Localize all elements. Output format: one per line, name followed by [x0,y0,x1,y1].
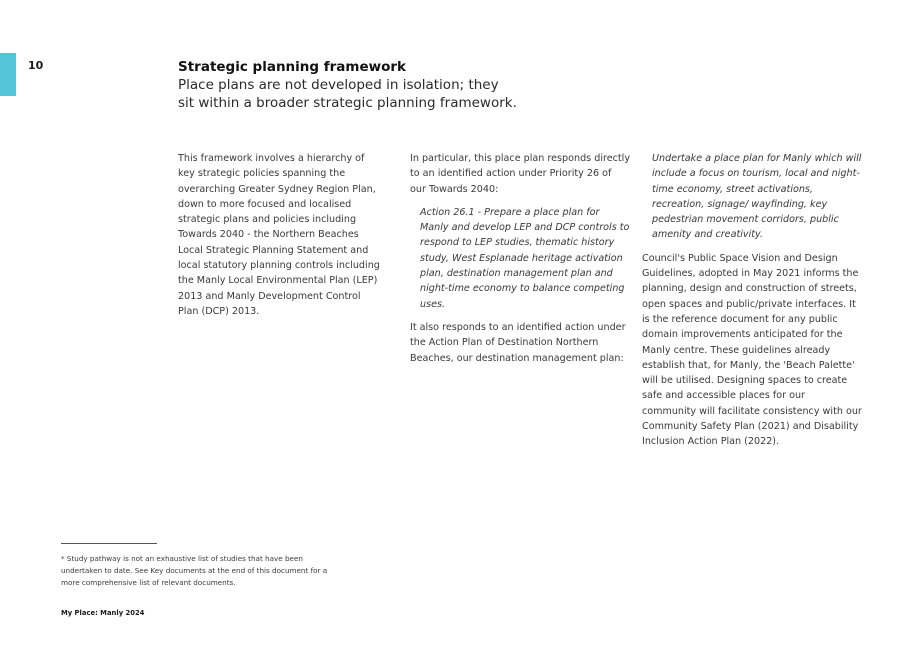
column-2 [410,151,630,374]
page-number: 10 [28,59,44,72]
framework-paragraph: This framework involves a hierarchy of key strategic policies spanning the overarching Greater Sydney Region Plan, down to more focused and localised strategic plans and policies including Towards 2040 - the Northern Beaches Local Strategic Planning Statement and local statutory planning controls including the Manly Local Environmental Plan (LEP) 2013 and Manly Development Control Plan (DCP) 2013. [178,153,380,317]
publication-footer: My Place: Manly 2024 [61,609,145,617]
action-quote: Action 26.1 - Prepare a place plan for Manly and develop LEP and DCP controls to respond to LEP studies, thematic history study, West Esplanade heritage activation plan, destination management plan and night-time economy to balance competing uses. [420,206,630,310]
destination-quote: Undertake a place plan for Manly which will include a focus on tourism, local and night-time economy, street activations, recreation, signage/ wayfinding, key pedestrian movement corridors, public amenity and creativity. [652,153,862,241]
priority-paragraph: In particular, this place plan responds directly to an identified action under Priority 26 of our Towards 2040: [410,153,631,195]
column-1 [178,151,383,327]
section-tab-marker [0,53,16,96]
guidelines-paragraph: Council's Public Space Vision and Design Guidelines, adopted in May 2021 informs the planning, design and construction of streets, open spaces and public/private interfaces. It is the reference document for any public domain improvements anticipated for the Manly centre. These guidelines already establish that, for Manly, the 'Beach Palette' will be utilised. Designing spaces to create safe and accessible places for our community will facilitate consistency with our Community Safety Plan (2021) and Disability Inclusion Action Plan (2022). [642,252,862,448]
section-subtitle: Place plans are not developed in isolation; they sit within a broader strategic planning framework. [178,77,517,111]
section-heading [178,58,518,112]
destination-paragraph: It also responds to an identified action under the Action Plan of Destination Northern Beaches, our destination management plan: [410,321,626,364]
section-title: Strategic planning framework [178,59,407,75]
footnote: * Study pathway is not an exhaustive list of studies that have been undertaken to date. See Key documents at the end of this document for a more comprehensive list of relevant documents. [61,554,328,587]
footnote-divider [61,543,157,544]
column-3 [642,151,862,458]
